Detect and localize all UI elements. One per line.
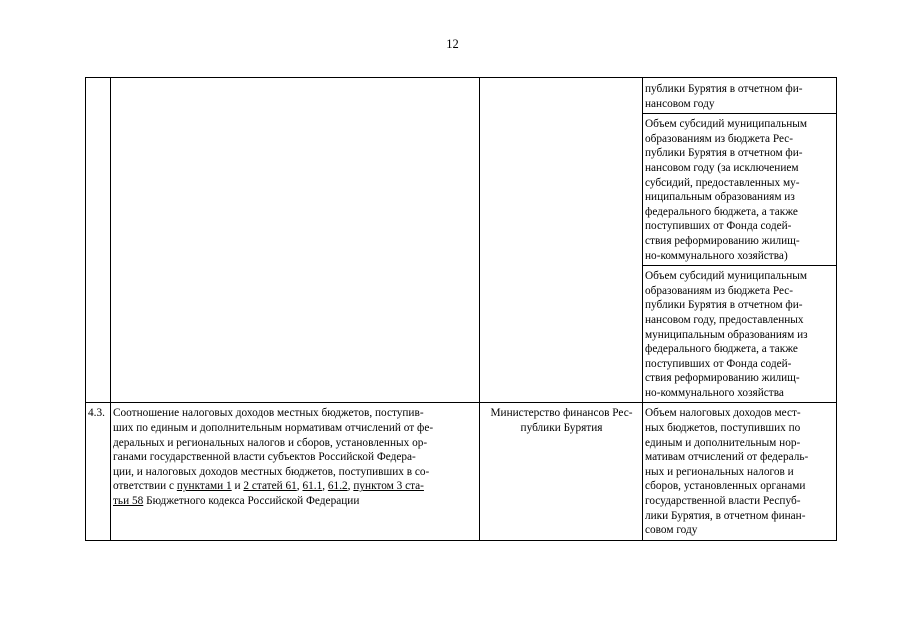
law-link-article-61-1[interactable]: 61.1 [302,480,323,493]
indicator-line: Соотношение налоговых доходов местных бюджетов, поступив- [113,407,424,420]
source-line: образованиям из бюджета Рес- [645,132,794,145]
source-line: федерального бюджета, а также [645,343,798,356]
number-cell [86,78,111,403]
source-line: публики Бурятия в отчетном фи- [645,299,803,312]
indicators-table [85,77,837,541]
source-data-cell [643,114,837,266]
source-line: ных и региональных налогов и [645,465,794,478]
source-line: муниципальным образованиям из [645,328,808,341]
law-link-points-1[interactable]: пунктами 1 [176,480,232,493]
indicator-line [113,479,478,494]
law-link-point-3-article-58[interactable]: пунктом 3 ста- [353,480,424,493]
source-line: Объем налоговых доходов мест- [645,407,801,420]
indicator-line [113,494,478,509]
source-line: совом году [645,524,698,537]
responsible-cell [480,78,643,403]
source-line: образованиям из бюджета Рес- [645,284,794,297]
source-line: публики Бурятия в отчетном фи- [645,83,803,95]
source-line: ных бюджетов, поступивших по [645,422,801,435]
table-row [86,403,837,540]
page-number: 12 [446,37,459,51]
source-line: поступивших от Фонда содей- [645,357,792,370]
indicator-text: и [231,480,244,493]
source-line: Объем субсидий муниципальным [645,270,808,283]
source-line: сборов, установленных органами [645,480,806,493]
indicator-line: ганами государственной власти субъектов Российской Федера- [113,451,416,464]
indicator-line: ших по единым и дополнительным нормативам отчислений от фе- [113,422,434,435]
source-line: субсидий, предоставленных му- [645,176,800,189]
source-data-cell [643,403,837,540]
indicator-cell [111,78,480,403]
source-line: мативам отчислений от федераль- [645,451,809,464]
source-line: ствия реформированию жилищ- [645,234,800,247]
source-line: нансовом году (за исключением [645,161,799,174]
source-line: ствия реформированию жилищ- [645,372,800,385]
table-row [86,78,837,114]
indicator-line: деральных и региональных налогов и сборов, установленных ор- [113,436,428,449]
source-line: но-коммунального хозяйства) [645,249,788,262]
source-line: единым и дополнительным нор- [645,436,801,449]
row-number: 4.3. [88,407,105,420]
responsible-line: публики Бурятия [520,422,603,435]
indicator-text: , [347,480,354,493]
indicator-text: ответствии с [113,480,177,493]
law-link-article-58[interactable]: тьи 58 [113,495,144,508]
source-line: публики Бурятия в отчетном фи- [645,147,803,160]
responsible-line: Министерство финансов Рес- [490,407,633,420]
source-line: Объем субсидий муниципальным [645,118,808,131]
source-line: нансовом году [645,97,715,110]
indicator-text: , [296,480,303,493]
indicator-line: ции, и налоговых доходов местных бюджетов, поступивших в со- [113,465,430,478]
law-link-article-61-2[interactable]: 61.2 [327,480,348,493]
indicator-text: Бюджетного кодекса Российской Федерации [143,495,360,508]
number-cell [86,403,111,540]
source-line: нансовом году, предоставленных [645,313,804,326]
source-line: лики Бурятия, в отчетном финан- [645,509,806,522]
source-line: государственной власти Респуб- [645,495,801,508]
source-line: федерального бюджета, а также [645,205,798,218]
indicator-cell [111,403,480,540]
law-link-article-61[interactable]: 2 статей 61 [243,480,297,493]
source-data-cell [643,266,837,403]
responsible-cell [480,403,643,540]
source-line: ниципальным образованиям из [645,191,795,204]
source-line: поступивших от Фонда содей- [645,220,792,233]
indicator-text: , [322,480,328,493]
source-data-cell [643,78,837,114]
source-line: но-коммунального хозяйства [645,386,784,399]
